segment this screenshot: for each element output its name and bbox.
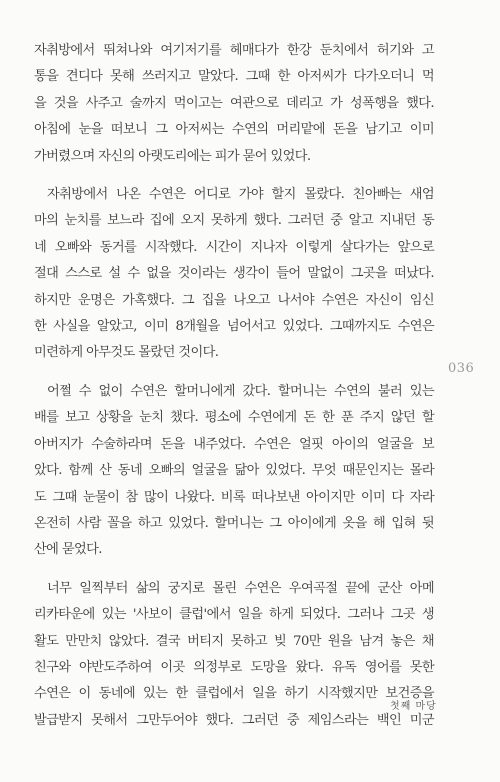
text-line: 네 오빠와 동거를 시작했다. 시간이 지나자 이렇게 살다가는 앞으로: [34, 239, 434, 255]
text-line: 하지만 운명은 가혹했다. 그 집을 나오고 나서야 수연은 자신이 임신: [34, 292, 434, 308]
text-line: 통을 견디다 못해 쓰러지고 말았다. 그때 한 아저씨가 다가오더니 먹: [34, 69, 434, 85]
paragraph: [34, 379, 434, 564]
text-line: 친구와 야반도주하여 이곳 의정부로 도망을 왔다. 유독 영어를 못한: [34, 659, 434, 675]
text-line: 절대 스스로 설 수 없을 것이라는 생각이 들어 말없이 그곳을 떠났다.: [34, 266, 434, 282]
text-line: 너무 일찍부터 삶의 궁지로 몰린 수연은 우여곡절 끝에 군산 아메: [47, 580, 434, 596]
body-text: [34, 38, 434, 746]
section-footer: 첫째 마당: [390, 701, 437, 712]
text-line: 가버렸으며 자신의 아랫도리에는 피가 묻어 있었다.: [34, 148, 311, 164]
text-line: 배를 보고 상황을 눈치 챘다. 평소에 수연에게 돈 한 푼 주지 않던 할: [34, 410, 434, 426]
text-line: 활도 만만치 않았다. 결국 버티지 못하고 빚 70만 원을 남겨 놓은 채: [34, 633, 434, 649]
text-line: 마의 눈치를 보느라 집에 오지 못하게 했다. 그러던 중 알고 지내던 동: [34, 213, 434, 229]
paragraph: [34, 576, 434, 734]
text-line: 아침에 눈을 떠보니 그 아저씨는 수연의 머리맡에 돈을 남기고 이미: [34, 122, 434, 138]
text-line: 리카타운에 있는 '사보이 클럽'에서 일을 하게 되었다. 그러나 그곳 생: [34, 607, 434, 623]
page-number: 036: [448, 361, 475, 376]
text-line: 어쩔 수 없이 수연은 할머니에게 갔다. 할머니는 수연의 불러 있는: [47, 383, 434, 399]
text-line: 도 그때 눈물이 참 많이 나왔다. 비록 떠나보낸 아이지만 이미 다 자라: [34, 489, 434, 505]
text-line: 수연은 이 동네에 있는 한 클럽에서 일을 하기 시작했지만 보건증을: [34, 686, 434, 702]
text-line: 온전히 사람 꼴을 하고 있었다. 할머니는 그 아이에게 옷을 해 입혀 뒷: [34, 515, 434, 531]
text-line: 아버지가 수술하라며 돈을 내주었다. 수연은 얼핏 아이의 얼굴을 보: [34, 436, 434, 452]
text-line: 한 사실을 알았고, 이미 8개월을 넘어서고 있었다. 그때까지도 수연은: [34, 319, 434, 335]
paragraph: [34, 182, 434, 367]
text-line: 미련하게 아무것도 몰랐던 것이다.: [34, 345, 219, 361]
text-line: 발급받지 못해서 그만두어야 했다. 그러던 중 제임스라는 백인 미군: [34, 712, 434, 728]
text-line: 자취방에서 뛰쳐나와 여기저기를 헤매다가 한강 둔치에서 허기와 고: [34, 43, 434, 58]
text-line: 을 것을 사주고 술까지 먹이고는 여관으로 데리고 가 성폭행을 했다.: [34, 95, 434, 111]
paragraph: [34, 38, 434, 170]
text-line: 았다. 함께 산 동네 오빠의 얼굴을 닮아 있었다. 무엇 때문인지는 몰라: [34, 463, 434, 479]
text-line: 자취방에서 나온 수연은 어디로 가야 할지 몰랐다. 친아빠는 새엄: [47, 187, 434, 203]
text-line: 산에 묻었다.: [34, 542, 102, 558]
